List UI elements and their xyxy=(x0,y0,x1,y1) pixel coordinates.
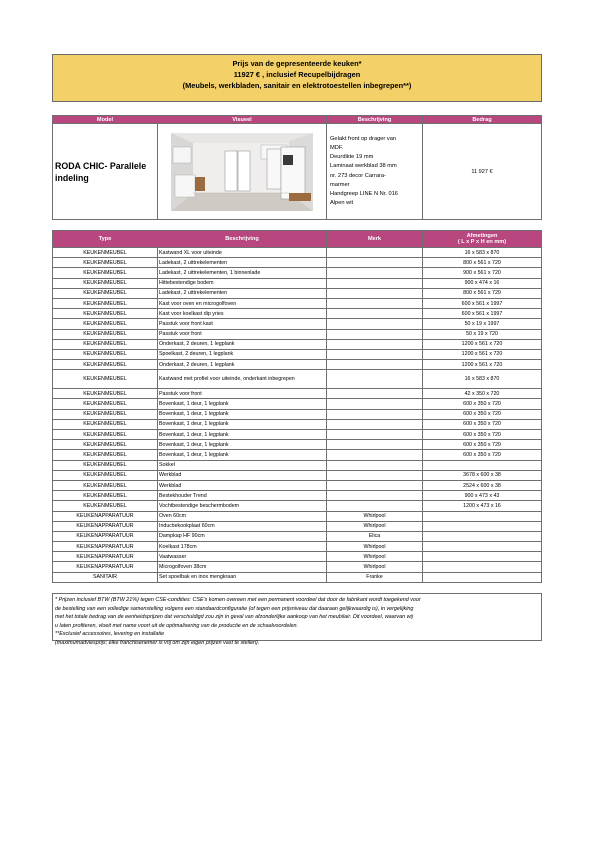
footnote-line: **Exclusief accessoires, levering en installatie xyxy=(55,631,165,637)
cell-type: KEUKENAPPARATUUR xyxy=(53,511,158,521)
footnote-line: u laten profiteren, vloeit met name voort uit de optimalisering van de productie en de schaalvoordelen. xyxy=(55,622,299,629)
cell-brand: Whirlpool xyxy=(327,552,423,562)
cell-brand xyxy=(327,430,423,440)
cell-dimensions xyxy=(423,552,542,562)
items-body xyxy=(53,248,542,583)
desc-line: MDF. xyxy=(330,144,344,151)
cell-dimensions: 16 x 583 x 870 xyxy=(423,370,542,389)
table-row xyxy=(53,298,542,308)
table-row xyxy=(53,531,542,541)
table-row xyxy=(53,399,542,409)
cell-brand xyxy=(327,389,423,399)
table-row xyxy=(53,542,542,552)
cell-brand xyxy=(327,491,423,501)
table-row xyxy=(53,572,542,582)
cell-brand xyxy=(327,501,423,511)
cell-dimensions: 600 x 350 x 720 xyxy=(423,450,542,460)
cell-description: Oven 60cm xyxy=(158,511,327,521)
cell-dimensions: 1200 x 561 x 720 xyxy=(423,339,542,349)
cell-brand xyxy=(327,349,423,359)
cell-brand xyxy=(327,329,423,339)
cell-type: KEUKENAPPARATUUR xyxy=(53,521,158,531)
header-visual: Visueel xyxy=(158,116,327,124)
table-row xyxy=(53,491,542,501)
cell-dimensions xyxy=(423,460,542,470)
cell-type: KEUKENMEUBEL xyxy=(53,339,158,349)
desc-line: marmer xyxy=(330,181,350,188)
cell-type: KEUKENMEUBEL xyxy=(53,319,158,329)
cell-dimensions: 50 x 19 x 720 xyxy=(423,329,542,339)
cell-description: Bovenkast, 1 deur, 1 legplank xyxy=(158,399,327,409)
table-row xyxy=(53,370,542,389)
header-brand: Merk xyxy=(327,231,423,248)
cell-brand xyxy=(327,450,423,460)
cell-dimensions: 900 x 561 x 720 xyxy=(423,268,542,278)
table-row xyxy=(53,430,542,440)
cell-type: KEUKENMEUBEL xyxy=(53,309,158,319)
table-row xyxy=(53,501,542,511)
cell-brand: Elica xyxy=(327,531,423,541)
cell-dimensions: 16 x 583 x 870 xyxy=(423,248,542,258)
price-banner xyxy=(52,54,542,102)
footnote-line: met het totale bedrag van de eenheidsprijzen dat verschuldigd zou zijn in geval van afzonderlijke aankoop van het meubilair. Dit voordeel, waarvan wij xyxy=(55,614,413,620)
cell-brand xyxy=(327,370,423,389)
cell-dimensions xyxy=(423,531,542,541)
cell-type: KEUKENMEUBEL xyxy=(53,480,158,490)
table-row xyxy=(53,258,542,268)
cell-type: KEUKENMEUBEL xyxy=(53,419,158,429)
cell-type: KEUKENMEUBEL xyxy=(53,389,158,399)
banner-note: (Meubels, werkbladen, sanitair en elektrotoestellen inbegrepen**) xyxy=(182,81,412,90)
cell-brand xyxy=(327,278,423,288)
cell-dimensions: 600 x 561 x 1997 xyxy=(423,298,542,308)
desc-line: Alpen wit xyxy=(330,200,354,207)
cell-type: KEUKENMEUBEL xyxy=(53,329,158,339)
table-row xyxy=(53,349,542,359)
cell-type: KEUKENMEUBEL xyxy=(53,370,158,389)
header-description: Beschrijving xyxy=(158,231,327,248)
table-row xyxy=(53,480,542,490)
table-row xyxy=(53,248,542,258)
cell-description: Ladekast, 2 uittrekelementen xyxy=(158,258,327,268)
model-table xyxy=(52,115,542,220)
cell-type: KEUKENAPPARATUUR xyxy=(53,542,158,552)
table-row xyxy=(53,521,542,531)
cell-brand xyxy=(327,419,423,429)
cell-dimensions: 2524 x 600 x 38 xyxy=(423,480,542,490)
cell-dimensions: 600 x 350 x 720 xyxy=(423,409,542,419)
cell-type: KEUKENMEUBEL xyxy=(53,268,158,278)
cell-dimensions: 800 x 561 x 720 xyxy=(423,258,542,268)
cell-brand xyxy=(327,248,423,258)
cell-description: Onderkast, 2 deuren, 1 legplank xyxy=(158,339,327,349)
cell-dimensions: 900 x 473 x 43 xyxy=(423,491,542,501)
table-row xyxy=(53,460,542,470)
cell-description: Kast voor oven en microgolfoven xyxy=(158,298,327,308)
cell-brand xyxy=(327,298,423,308)
header-type: Type xyxy=(53,231,158,248)
cell-type: KEUKENMEUBEL xyxy=(53,470,158,480)
table-row xyxy=(53,278,542,288)
cell-brand xyxy=(327,258,423,268)
cell-description: Vaatwasser xyxy=(158,552,327,562)
banner-price: 11927 € , inclusief Recupelbijdragen xyxy=(233,70,361,79)
cell-dimensions: 1200 x 561 x 720 xyxy=(423,349,542,359)
cell-description: Microgolfoven 38cm xyxy=(158,562,327,572)
cell-type: KEUKENMEUBEL xyxy=(53,298,158,308)
cell-dimensions: 42 x 350 x 720 xyxy=(423,389,542,399)
cell-description: Koelkast 178cm xyxy=(158,542,327,552)
model-amount: 11 927 € xyxy=(423,124,542,220)
footnotes xyxy=(52,593,542,646)
cell-type: KEUKENMEUBEL xyxy=(53,430,158,440)
cell-description: Kast voor koelkast dip yries xyxy=(158,309,327,319)
cell-dimensions: 600 x 350 x 720 xyxy=(423,440,542,450)
cell-type: KEUKENMEUBEL xyxy=(53,278,158,288)
table-row xyxy=(53,288,542,298)
cell-brand xyxy=(327,339,423,349)
cell-dimensions: 800 x 561 x 720 xyxy=(423,288,542,298)
cell-brand xyxy=(327,409,423,419)
cell-description: Vochtbestendige beschermbodem xyxy=(158,501,327,511)
cell-type: KEUKENMEUBEL xyxy=(53,360,158,370)
cell-description: Kastwand met profiel voor uiteinde, onderkant inbegrepen xyxy=(158,370,327,389)
cell-brand xyxy=(327,470,423,480)
cell-description: Onderkast, 2 deuren, 1 legplank xyxy=(158,360,327,370)
cell-dimensions: 600 x 561 x 1997 xyxy=(423,309,542,319)
cell-brand: Whirlpool xyxy=(327,562,423,572)
cell-type: KEUKENAPPARATUUR xyxy=(53,562,158,572)
cell-dimensions: 900 x 474 x 16 xyxy=(423,278,542,288)
header-amount: Bedrag xyxy=(423,116,542,124)
items-table xyxy=(52,230,542,583)
cell-dimensions xyxy=(423,521,542,531)
cell-type: KEUKENAPPARATUUR xyxy=(53,552,158,562)
table-row xyxy=(53,309,542,319)
table-row xyxy=(53,511,542,521)
table-row xyxy=(53,389,542,399)
footnote-line: (maximumadviesprijs; elke franchisenemer is vrij om zijn eigen prijzen vast te stellen). xyxy=(55,639,260,646)
footnote-line: * Prijzen inclusief BTW (BTW 21%) tegen CSE-condities: CSE's komen overeen met een permanent voordeel dat door de fabrikant wordt toegekend voor xyxy=(55,597,421,603)
table-row xyxy=(53,440,542,450)
table-row xyxy=(53,470,542,480)
cell-dimensions xyxy=(423,542,542,552)
cell-brand xyxy=(327,268,423,278)
cell-dimensions: 600 x 350 x 720 xyxy=(423,419,542,429)
desc-line: nr. 273 decor Carrara- xyxy=(330,172,386,179)
cell-dimensions xyxy=(423,572,542,582)
cell-description: Passtuk voor front xyxy=(158,329,327,339)
header-dimensions xyxy=(423,231,542,248)
cell-dimensions: 1200 x 473 x 16 xyxy=(423,501,542,511)
header-dimensions-unit: ( L x P x H en mm) xyxy=(457,239,507,245)
cell-description: Werkblad xyxy=(158,470,327,480)
cell-brand: Whirlpool xyxy=(327,521,423,531)
header-description: Beschrijving xyxy=(327,116,423,124)
cell-dimensions: 600 x 350 x 720 xyxy=(423,430,542,440)
table-row xyxy=(53,360,542,370)
cell-description: Bovenkast, 1 deur, 1 legplank xyxy=(158,430,327,440)
model-name: RODA CHIC- Parallele indeling xyxy=(53,124,158,220)
cell-description: Bestekhouder Trend xyxy=(158,491,327,501)
cell-type: KEUKENMEUBEL xyxy=(53,501,158,511)
table-row xyxy=(53,268,542,278)
cell-description: Passtuk voor front xyxy=(158,389,327,399)
cell-brand xyxy=(327,440,423,450)
cell-dimensions xyxy=(423,562,542,572)
cell-dimensions xyxy=(423,511,542,521)
cell-description: Bovenkast, 1 deur, 1 legplank xyxy=(158,419,327,429)
cell-description: Passtuk voor front kast xyxy=(158,319,327,329)
cell-dimensions: 1200 x 561 x 720 xyxy=(423,360,542,370)
cell-type: KEUKENMEUBEL xyxy=(53,399,158,409)
cell-description: Inductiekookplaat 60cm xyxy=(158,521,327,531)
cell-brand xyxy=(327,399,423,409)
desc-line: Laminaat werkblad 38 mm xyxy=(330,163,397,170)
cell-description: Kastwand XL voor uiteinde xyxy=(158,248,327,258)
table-row xyxy=(53,419,542,429)
desc-line: Gelakt front op drager van xyxy=(330,135,397,142)
cell-brand xyxy=(327,360,423,370)
cell-description: Hittebestendige bodem xyxy=(158,278,327,288)
cell-type: KEUKENMEUBEL xyxy=(53,491,158,501)
table-row xyxy=(53,409,542,419)
desc-line: Handgreep LINE N Nr. 016 xyxy=(330,190,398,197)
cell-description: Bovenkast, 1 deur, 1 legplank xyxy=(158,409,327,419)
cell-description: Bovenkast, 1 deur, 1 legplank xyxy=(158,440,327,450)
cell-type: KEUKENMEUBEL xyxy=(53,248,158,258)
cell-type: KEUKENMEUBEL xyxy=(53,349,158,359)
cell-type: KEUKENMEUBEL xyxy=(53,409,158,419)
model-description xyxy=(327,124,423,220)
cell-dimensions: 50 x 19 x 1997 xyxy=(423,319,542,329)
table-row xyxy=(53,450,542,460)
desc-line: Deurdikte 19 mm xyxy=(330,154,374,161)
cell-dimensions: 600 x 350 x 720 xyxy=(423,399,542,409)
table-row xyxy=(53,562,542,572)
cell-type: SANITAIR xyxy=(53,572,158,582)
cell-type: KEUKENMEUBEL xyxy=(53,460,158,470)
cell-description: Bovenkast, 1 deur, 1 legplank xyxy=(158,450,327,460)
table-row xyxy=(53,319,542,329)
kitchen-visual xyxy=(158,124,327,220)
cell-brand xyxy=(327,460,423,470)
header-dimensions-title: Afmetingen xyxy=(466,232,498,239)
cell-brand: Whirlpool xyxy=(327,542,423,552)
cell-description: Spoelkast, 2 deuren, 1 legplank xyxy=(158,349,327,359)
footnote-line: de bestelling van een volledige samenstelling volgens een standaardconfiguratie (of tegen een prijsniveau dat daaraan gelijkwaardig is), in vergelijking xyxy=(55,605,414,612)
kitchen-image xyxy=(171,133,313,211)
header-model: Model xyxy=(53,116,158,124)
banner-title: Prijs van de gepresenteerde keuken* xyxy=(232,59,362,68)
cell-description: Ladekast, 2 uittrekelementen xyxy=(158,288,327,298)
cell-description: Sokkel xyxy=(158,460,327,470)
cell-type: KEUKENMEUBEL xyxy=(53,288,158,298)
cell-brand: Whirlpool xyxy=(327,511,423,521)
cell-description: Ladekast, 2 uittrekelementen, 1 binnenlade xyxy=(158,268,327,278)
cell-brand xyxy=(327,480,423,490)
cell-description: Set spoelbak en inox mengkraan xyxy=(158,572,327,582)
cell-brand xyxy=(327,288,423,298)
cell-description: Dampkap HF 90cm xyxy=(158,531,327,541)
cell-description: Werkblad xyxy=(158,480,327,490)
cell-type: KEUKENMEUBEL xyxy=(53,440,158,450)
table-row xyxy=(53,552,542,562)
cell-brand xyxy=(327,319,423,329)
table-row xyxy=(53,339,542,349)
cell-brand: Franke xyxy=(327,572,423,582)
cell-type: KEUKENMEUBEL xyxy=(53,450,158,460)
cell-brand xyxy=(327,309,423,319)
cell-dimensions: 3678 x 600 x 38 xyxy=(423,470,542,480)
cell-type: KEUKENMEUBEL xyxy=(53,258,158,268)
cell-type: KEUKENAPPARATUUR xyxy=(53,531,158,541)
table-row xyxy=(53,329,542,339)
